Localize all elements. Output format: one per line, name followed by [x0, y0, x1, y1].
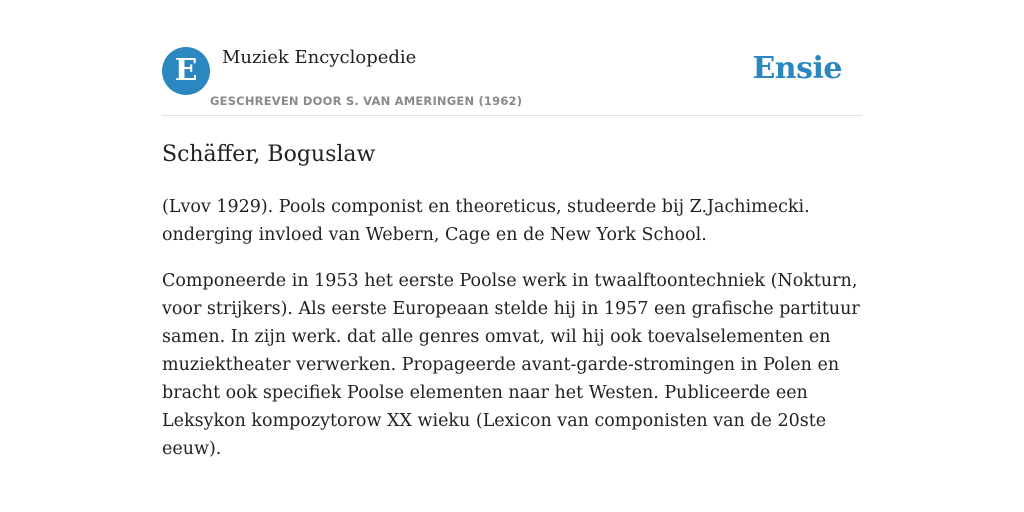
ensie-brand-logo[interactable]: Ensie [752, 51, 842, 86]
header-divider [162, 115, 862, 116]
entry-paragraph-1: (Lvov 1929). Pools componist en theoreticus, studeerde bij Z.Jachimecki. onderging invloed van Webern, Cage en de New York School. [162, 197, 810, 245]
entry-title: Schäffer, Boguslaw [162, 142, 376, 167]
source-title-link[interactable]: Muziek Encyclopedie [222, 47, 417, 68]
article-card [162, 0, 862, 512]
encyclopedia-logo-icon[interactable]: E [162, 47, 210, 95]
entry-paragraph-2: Componeerde in 1953 het eerste Poolse werk in twaalftoontechniek (Nokturn, voor strijkers). Als eerste Europeaan stelde hij in 1957 een grafische partituur samen. In zijn werk. dat alle genres omvat, wil hij ook toevalselementen en muziektheater verwerken. Propageerde avant-garde-stromingen in Polen en bracht ook specifiek Poolse elementen naar het Westen. Publiceerde een Leksykon kompozytorow XX wieku (Lexicon van componisten van de 20ste eeuw). [162, 271, 860, 459]
author-byline: GESCHREVEN DOOR S. VAN AMERINGEN (1962) [210, 94, 523, 108]
